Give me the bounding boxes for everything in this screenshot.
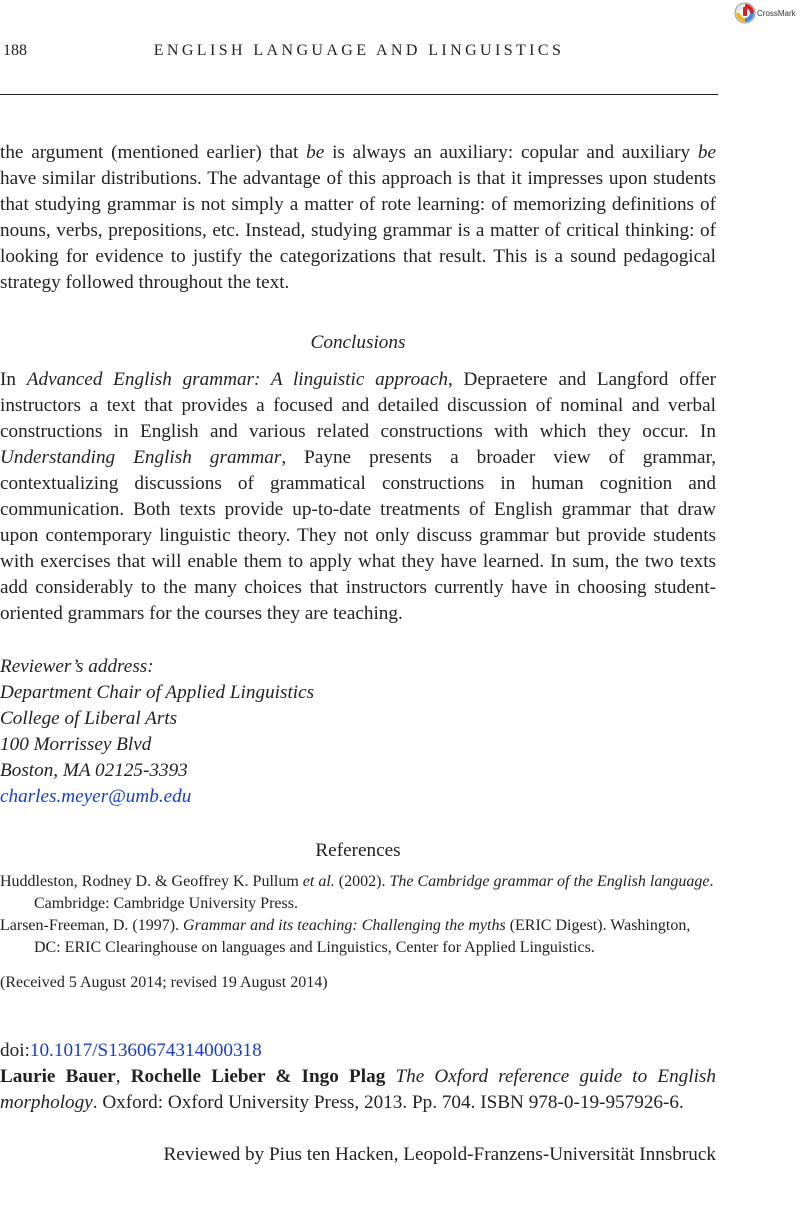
address-line: 100 Morrissey Blvd [0,734,152,755]
page-number: 188 [3,42,27,59]
address-label: Reviewer’s address: [0,656,154,677]
address-line: Department Chair of Applied Linguistics [0,682,315,703]
journal-title: ENGLISH LANGUAGE AND LINGUISTICS [153,42,565,59]
reference-item: Larsen-Freeman, D. (1997). Grammar and its teaching: Challenging the myths (ERIC Digest). Washington, DC: ERIC Clearinghouse on languages and Linguistics, Center for Applied Linguistics. [0,917,691,956]
section-heading-references: References [315,840,401,861]
doi-link[interactable]: 10.1017/S1360674314000318 [29,1040,262,1061]
address-line: Boston, MA 02125-3393 [0,760,188,781]
review-book-citation: Laurie Bauer, Rochelle Lieber & Ingo Plag The Oxford reference guide to English morphology. Oxford: Oxford University Press, 2013. Pp. 704. ISBN 978-0-19-957926-6. [0,1066,716,1113]
running-head [0,42,718,66]
paragraph-argument: the argument (mentioned earlier) that be is always an auxiliary: copular and auxiliary be have similar distributions. The advantage of this approach is that it impresses upon students that studying grammar is not simply a matter of rote learning: of memorizing definitions of nouns, verbs, prepositions, etc. Instead, studying grammar is a matter of critical thinking: of looking for evidence to justify the categorizations that result. This is a sound pedagogical strategy followed throughout the text. [0,142,717,293]
page-content [0,140,716,1168]
header-divider [0,94,718,95]
crossmark-label: CrossMark [757,8,796,18]
author-link[interactable]: Rochelle Lieber & Ingo Plag [130,1066,386,1087]
reviewer-address [0,654,716,810]
received-dates: (Received 5 August 2014; revised 19 August 2014) [0,974,328,991]
crossmark-badge[interactable] [734,2,800,24]
author-link[interactable]: Laurie Bauer [0,1066,116,1087]
crossmark-icon [734,2,756,24]
email-link[interactable]: charles.meyer@umb.edu [0,786,192,807]
address-line: College of Liberal Arts [0,708,178,729]
reviewer-byline: Reviewed by Pius ten Hacken, Leopold-Franzens-Universität Innsbruck [163,1144,716,1165]
paragraph-conclusions: In Advanced English grammar: A linguistic approach, Depraetere and Langford offer instructors a text that provides a focused and detailed discussion of nominal and verbal constructions in English and various related constructions with which they occur. In Understanding English grammar, Payne presents a broader view of grammar, contextualizing discussions of grammatical constructions in human cognition and communication. Both texts provide up-to-date treatments of English grammar that draw upon contemporary linguistic theory. They not only discuss grammar but provide students with exercises that will enable them to apply what they have learned. In sum, the two texts add considerably to the many choices that instructors currently have in choosing student-oriented grammars for the courses they are teaching. [0,369,717,624]
doi-line: doi:10.1017/S1360674314000318 [0,1040,262,1061]
reference-item: Huddleston, Rodney D. & Geoffrey K. Pullum et al. (2002). The Cambridge grammar of the English language. Cambridge: Cambridge University Press. [0,873,714,912]
section-heading-conclusions: Conclusions [310,332,406,353]
